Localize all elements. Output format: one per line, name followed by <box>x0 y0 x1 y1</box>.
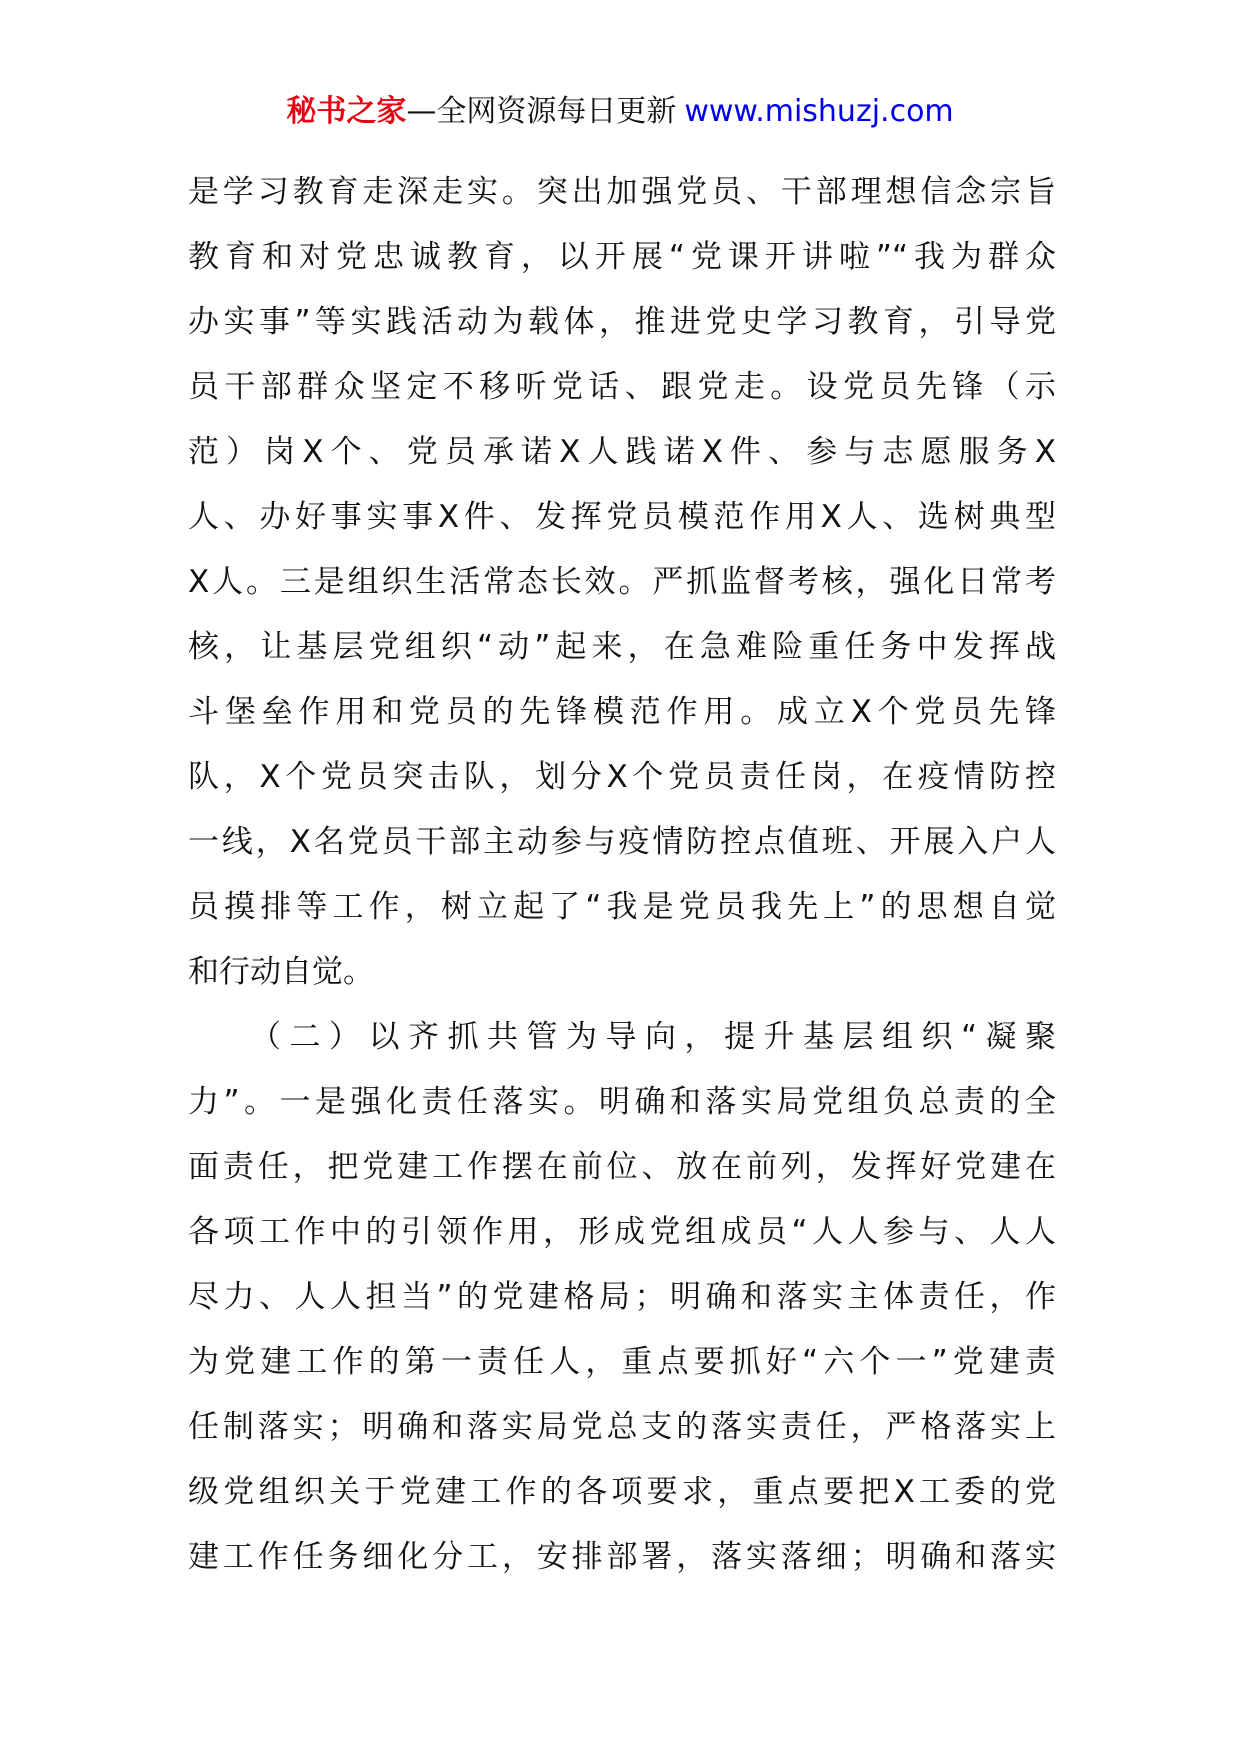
text-line: 尽力、人人担当”的党建格局；明确和落实主体责任，作 <box>188 1279 1056 1315</box>
text-line: 队，X个党员突击队，划分X个党员责任岗，在疫情防控 <box>188 759 1056 795</box>
website-link[interactable]: www.mishuzj.com <box>684 94 954 129</box>
text-line: 斗堡垒作用和党员的先锋模范作用。成立X个党员先锋 <box>188 694 1056 730</box>
text-line: 级党组织关于党建工作的各项要求，重点要把X工委的党 <box>188 1474 1056 1510</box>
text-line: X人。三是组织生活常态长效。严抓监督考核，强化日常考 <box>188 564 1056 600</box>
text-line: 面责任，把党建工作摆在前位、放在前列，发挥好党建在 <box>188 1149 1056 1185</box>
text-line: 一线，X名党员干部主动参与疫情防控点值班、开展入户人 <box>188 824 1056 860</box>
text-line: 教育和对党忠诚教育，以开展“党课开讲啦”“我为群众 <box>188 239 1056 275</box>
text-line: 为党建工作的第一责任人，重点要抓好“六个一”党建责 <box>188 1344 1056 1380</box>
text-line: 核，让基层党组织“动”起来，在急难险重任务中发挥战 <box>188 629 1056 665</box>
text-line: 任制落实；明确和落实局党总支的落实责任，严格落实上 <box>188 1409 1056 1445</box>
text-line: 员摸排等工作，树立起了“我是党员我先上”的思想自觉 <box>188 889 1056 925</box>
page-header <box>0 92 1240 132</box>
text-line: 人、办好事实事X件、发挥党员模范作用X人、选树典型 <box>188 499 1056 535</box>
text-line: 各项工作中的引领作用，形成党组成员“人人参与、人人 <box>188 1214 1056 1250</box>
section-heading-line: （二）以齐抓共管为导向，提升基层组织“凝聚 <box>250 1019 1056 1055</box>
document-body <box>188 160 1056 1590</box>
text-line: 和行动自觉。 <box>188 954 374 990</box>
text-line: 范）岗X个、党员承诺X人践诺X件、参与志愿服务X <box>188 434 1056 470</box>
text-line: 员干部群众坚定不移听党话、跟党走。设党员先锋（示 <box>188 369 1056 405</box>
text-line: 是学习教育走深走实。突出加强党员、干部理想信念宗旨 <box>188 174 1056 210</box>
text-line: 建工作任务细化分工，安排部署，落实落细；明确和落实 <box>188 1539 1056 1575</box>
text-line: 力”。一是强化责任落实。明确和落实局党组负总责的全 <box>188 1084 1056 1120</box>
brand-name: 秘书之家 <box>286 94 407 129</box>
text-line: 办实事”等实践活动为载体，推进党史学习教育，引导党 <box>188 304 1056 340</box>
header-tagline: —全网资源每日更新 <box>406 94 677 129</box>
